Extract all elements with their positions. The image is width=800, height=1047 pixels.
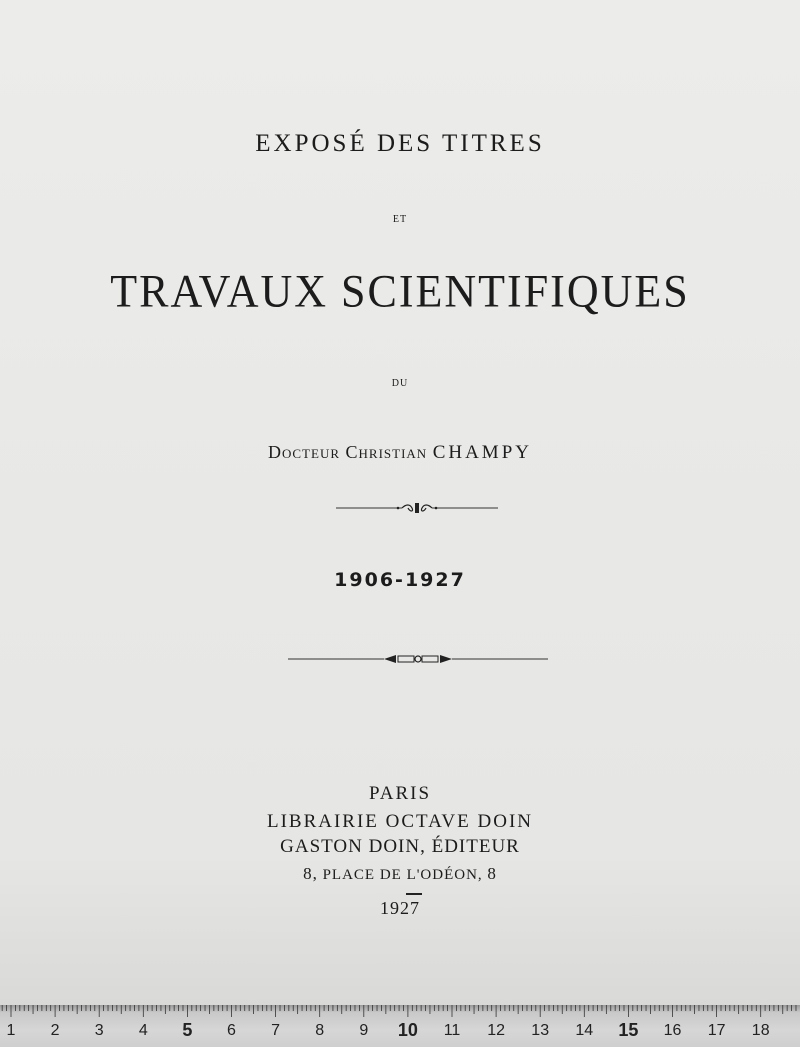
years-range: 1906-1927 xyxy=(334,569,466,591)
author-title-initial: D xyxy=(268,442,282,462)
author-surname: CHAMPY xyxy=(432,442,532,463)
publisher-address xyxy=(0,864,800,884)
address-street: PLACE DE L'ODÉON, xyxy=(322,867,483,883)
measuring-ruler xyxy=(0,1005,800,1047)
ruler-number: 18 xyxy=(751,1022,770,1039)
author-first-initial: C xyxy=(345,442,359,462)
ruler-number: 2 xyxy=(50,1022,60,1039)
address-number-1: 8, xyxy=(303,864,318,883)
ruler-number: 17 xyxy=(707,1022,726,1039)
ruler-number: 8 xyxy=(315,1022,325,1039)
ruler-number: 5 xyxy=(182,1020,193,1040)
ruler-number: 9 xyxy=(359,1022,369,1039)
publisher-city: PARIS xyxy=(368,783,432,804)
ruler-number: 3 xyxy=(94,1022,104,1039)
author-first-rest: HRISTIAN xyxy=(358,446,428,461)
connector-du: DU xyxy=(391,378,409,389)
ornament-divider-2 xyxy=(288,651,548,667)
heading-expose-des-titres: EXPOSÉ DES TITRES xyxy=(255,130,545,157)
ruler-number: 14 xyxy=(575,1022,594,1039)
ruler-number: 10 xyxy=(397,1020,418,1040)
main-title: TRAVAUX SCIENTIFIQUES xyxy=(110,265,690,318)
publication-year: 1927 xyxy=(380,898,420,918)
connector-et: ET xyxy=(392,214,408,225)
ruler-number: 4 xyxy=(138,1022,148,1039)
publisher-house: LIBRAIRIE OCTAVE DOIN xyxy=(266,811,533,832)
ruler-number: 13 xyxy=(531,1022,550,1039)
ruler-number: 15 xyxy=(618,1020,639,1040)
ruler-number: 7 xyxy=(271,1022,281,1039)
publisher-editor: GASTON DOIN, ÉDITEUR xyxy=(280,836,520,857)
ruler-number: 6 xyxy=(227,1022,236,1039)
author-title-rest: OCTEUR xyxy=(282,446,340,461)
ruler-number: 1 xyxy=(6,1022,16,1039)
address-number-2: 8 xyxy=(487,864,497,883)
year-rule xyxy=(406,893,422,895)
ruler-number: 11 xyxy=(443,1022,461,1039)
ruler-number: 12 xyxy=(487,1022,505,1039)
author-line xyxy=(0,442,800,464)
ornament-divider-1 xyxy=(336,500,498,516)
ruler-number: 16 xyxy=(663,1022,682,1039)
